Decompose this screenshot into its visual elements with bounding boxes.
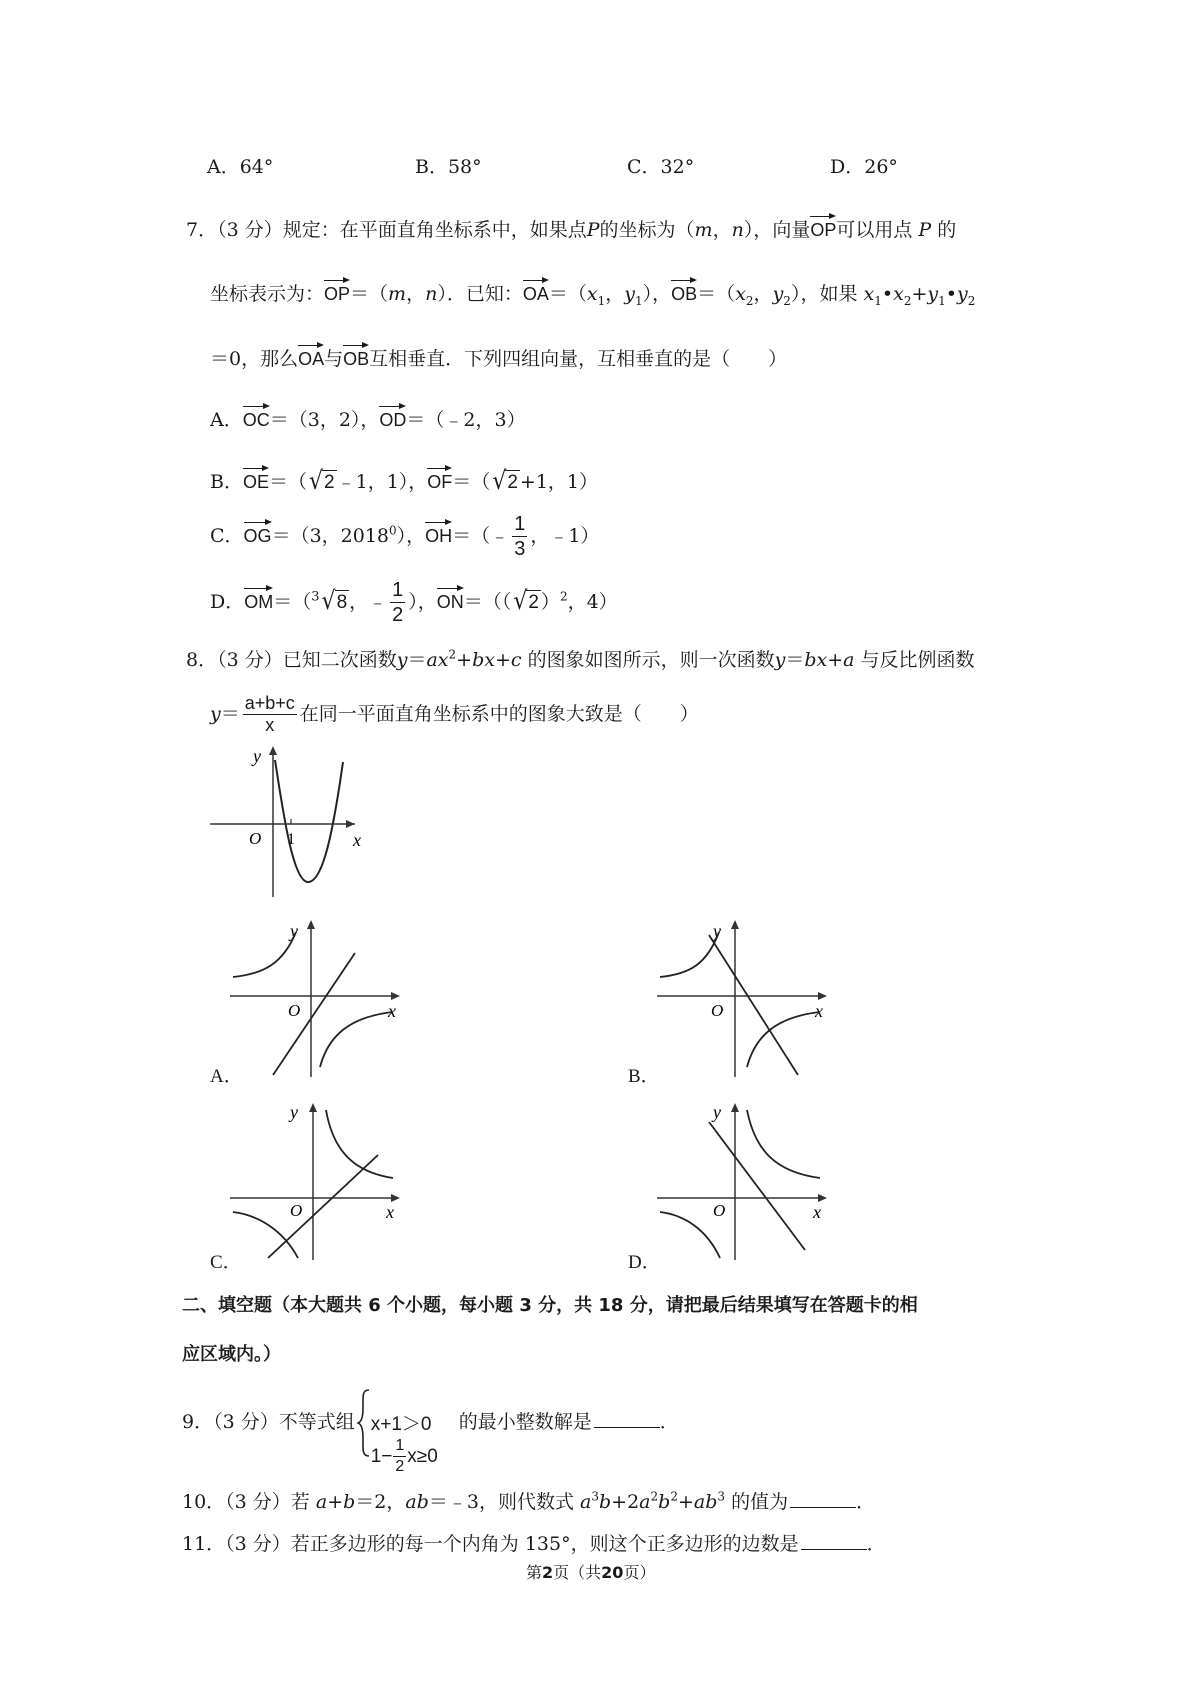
footer-pre: 第 bbox=[526, 1563, 543, 1582]
q7-a-val2: ＝（﹣2，3） bbox=[406, 409, 526, 431]
q9-pre: 9．（3 分）不等式组 bbox=[182, 1411, 355, 1433]
q8-text1: 8．（3 分）已知二次函数 bbox=[186, 649, 397, 671]
vector-on: ON bbox=[437, 586, 464, 611]
svg-text:y: y bbox=[290, 921, 298, 941]
q7-line3 bbox=[210, 343, 787, 369]
q7-line2-text: 坐标表示为： bbox=[210, 283, 325, 305]
vector-oh: OH bbox=[425, 520, 452, 545]
q10-answer-blank[interactable] bbox=[790, 1491, 856, 1508]
svg-text:O: O bbox=[713, 1201, 726, 1220]
svg-text:O: O bbox=[288, 1001, 301, 1020]
q7-point-p: P bbox=[586, 219, 600, 241]
cube-root-8: √8 bbox=[321, 587, 348, 616]
q6-option-d: D．26° bbox=[830, 156, 898, 178]
inequality-row2: 1− $\frac{1}{2}$ x≥0 bbox=[370, 1437, 438, 1476]
q6-option-a: A．64° bbox=[207, 156, 274, 178]
fraction-abc-over-x: $\frac{a+b+c}{x}$ bbox=[244, 693, 295, 735]
q9-post: 的最小整数解是 bbox=[458, 1411, 592, 1433]
q7-text-2: 的坐标为（ bbox=[599, 219, 695, 241]
q9 bbox=[182, 1387, 679, 1476]
q7-line2: 坐标表示为：OP＝（m，n）．已知：$OA=(x_1$，$y_1$），$OB=(x_2$，$y_2$），如果 $x_1•x_2+y_1•y_2$ bbox=[210, 278, 975, 304]
svg-text:x: x bbox=[386, 1202, 394, 1222]
vector-od: OD bbox=[379, 404, 406, 429]
section2-heading-line2: 应区域内。） bbox=[182, 1344, 281, 1365]
vector-ob: OB bbox=[671, 278, 697, 303]
q7-comma: ， bbox=[712, 219, 732, 241]
sqrt-2: √2 bbox=[309, 467, 335, 496]
svg-text:O: O bbox=[711, 1001, 724, 1020]
vector-op-2: OP bbox=[324, 278, 350, 303]
q7-text-4: 可以用点 bbox=[836, 219, 913, 241]
page-footer bbox=[526, 1565, 655, 1581]
q7-m: m bbox=[694, 219, 713, 241]
q11 bbox=[182, 1533, 886, 1554]
svg-text:O: O bbox=[249, 829, 262, 848]
q7-text: 7．（3 分）规定：在平面直角坐标系中，如果点 bbox=[186, 219, 587, 241]
total-pages: 20 bbox=[601, 1563, 624, 1582]
vector-oe: OE bbox=[243, 466, 269, 491]
q7-line1 bbox=[186, 214, 956, 240]
q7-d-label: D． bbox=[210, 591, 245, 613]
q7-with: 与 bbox=[324, 348, 344, 370]
q7-a-val1: ＝（3，2）， bbox=[269, 409, 380, 431]
graph-option-d bbox=[655, 1100, 830, 1265]
q8-text4: 在同一平面直角坐标系中的图象大致是（ ） bbox=[299, 702, 699, 725]
q8-line1: 8．（3 分）已知二次函数$y=ax^2+bx+c$ 的图象如图所示，则一次函数y＝bx+a 与反比例函数 bbox=[186, 647, 975, 671]
q11-end: ． bbox=[866, 1533, 886, 1555]
q10-end: ． bbox=[856, 1491, 876, 1513]
svg-text:y: y bbox=[253, 746, 261, 766]
graph-b-label: B． bbox=[628, 1066, 660, 1087]
graph-c-label: C． bbox=[210, 1252, 242, 1273]
q6-option-b: B．58° bbox=[415, 156, 482, 178]
vector-om: OM bbox=[244, 586, 273, 611]
svg-text:y: y bbox=[290, 1102, 298, 1122]
q7-line3-text: ＝0，那么 bbox=[210, 348, 299, 370]
graph-a-label: A． bbox=[210, 1066, 243, 1087]
footer-post: 页） bbox=[623, 1563, 656, 1582]
q7-point-p-2: P bbox=[918, 219, 932, 241]
vector-oa-2: OA bbox=[298, 343, 324, 368]
q10: 10．（3 分）若 a+b＝2，ab＝﹣3，则代数式 $a^3b+2a^2b^2+ab^3$ 的值为 ． bbox=[182, 1489, 876, 1513]
sqrt-2-c: √2 bbox=[513, 587, 539, 616]
q8-line2: y＝ $\frac{a+b+c}{x}$ 在同一平面直角坐标系中的图象大致是（ ） bbox=[210, 693, 699, 735]
svg-text:O: O bbox=[290, 1201, 303, 1220]
svg-text:x: x bbox=[815, 1001, 823, 1021]
q7-option-a bbox=[210, 404, 526, 430]
vector-op: OP bbox=[810, 214, 836, 239]
q7-c-label: C． bbox=[210, 525, 244, 547]
q10-mid: ＝2， bbox=[355, 1491, 406, 1513]
footer-mid: 页（共 bbox=[553, 1563, 602, 1582]
q7-n-2: n bbox=[425, 283, 438, 305]
q10-post: 的值为 bbox=[731, 1491, 789, 1513]
section2-heading: 二、填空题（本大题共 6 个小题，每小题 3 分，共 18 分，请把最后结果填写在答题卡的相 bbox=[182, 1295, 918, 1316]
svg-text:x: x bbox=[353, 830, 361, 850]
svg-text:x: x bbox=[813, 1202, 821, 1222]
graph-option-b bbox=[655, 917, 830, 1082]
fraction-one-third: $\frac{1}{3}$ bbox=[514, 513, 526, 560]
q10-mid2: ＝﹣3，则代数式 bbox=[428, 1491, 574, 1513]
svg-text:x: x bbox=[388, 1001, 396, 1021]
q7-text-5: 的 bbox=[937, 219, 957, 241]
q7-if: ，如果 bbox=[800, 283, 858, 305]
q7-question: 互相垂直．下列四组向量，互相垂直的是（ ） bbox=[369, 348, 788, 370]
q7-known: ）．已知： bbox=[437, 283, 523, 305]
vector-of: OF bbox=[427, 466, 452, 491]
q9-end: ． bbox=[659, 1411, 679, 1433]
graph-option-c bbox=[228, 1100, 403, 1265]
fraction-one-half: $\frac{1}{2}$ bbox=[392, 579, 404, 626]
q9-answer-blank[interactable] bbox=[594, 1411, 660, 1428]
q7-m-2: m bbox=[388, 283, 407, 305]
q7-text-3: ），向量 bbox=[743, 219, 811, 241]
inequality-system bbox=[357, 1388, 457, 1476]
parabola-graph bbox=[205, 742, 365, 902]
q8-text3: 与反比例函数 bbox=[860, 649, 975, 671]
svg-text:y: y bbox=[713, 921, 721, 941]
q11-answer-blank[interactable] bbox=[801, 1533, 867, 1550]
sqrt-2-b: √2 bbox=[492, 467, 518, 496]
page-number: 2 bbox=[542, 1563, 554, 1582]
q7-option-c: C．OG＝（3，2018$^0$），OH＝（﹣ $\frac{1}{3}$ ，﹣1） bbox=[210, 513, 600, 560]
svg-text:y: y bbox=[713, 1102, 721, 1122]
vector-og: OG bbox=[244, 520, 272, 545]
q6-option-c: C．32° bbox=[627, 156, 695, 178]
vector-oc: OC bbox=[243, 404, 270, 429]
q7-a-label: A． bbox=[210, 409, 243, 431]
inequality-row1: x+1＞0 bbox=[370, 1414, 432, 1435]
q7-option-d: D．OM＝（$^3$√8 ，﹣ $\frac{1}{2}$ ），ON＝（（√2 ）$^2$，4） bbox=[210, 579, 618, 626]
q11-text: 11．（3 分）若正多边形的每一个内角为 135°，则这个正多边形的边数是 bbox=[182, 1533, 799, 1555]
q8-text2: 的图象如图所示，则一次函数 bbox=[527, 649, 775, 671]
svg-text:1: 1 bbox=[287, 831, 295, 848]
graph-d-label: D． bbox=[628, 1252, 661, 1273]
graph-option-a bbox=[228, 917, 403, 1082]
q7-b-label: B． bbox=[210, 471, 243, 493]
q7-option-b: B．OE＝（√2 ﹣1，1），OF＝（√2 +1，1） bbox=[210, 467, 599, 496]
vector-oa: OA bbox=[523, 278, 549, 303]
vector-ob-2: OB bbox=[343, 343, 369, 368]
q10-pre: 10．（3 分）若 bbox=[182, 1491, 310, 1513]
q7-n: n bbox=[731, 219, 744, 241]
